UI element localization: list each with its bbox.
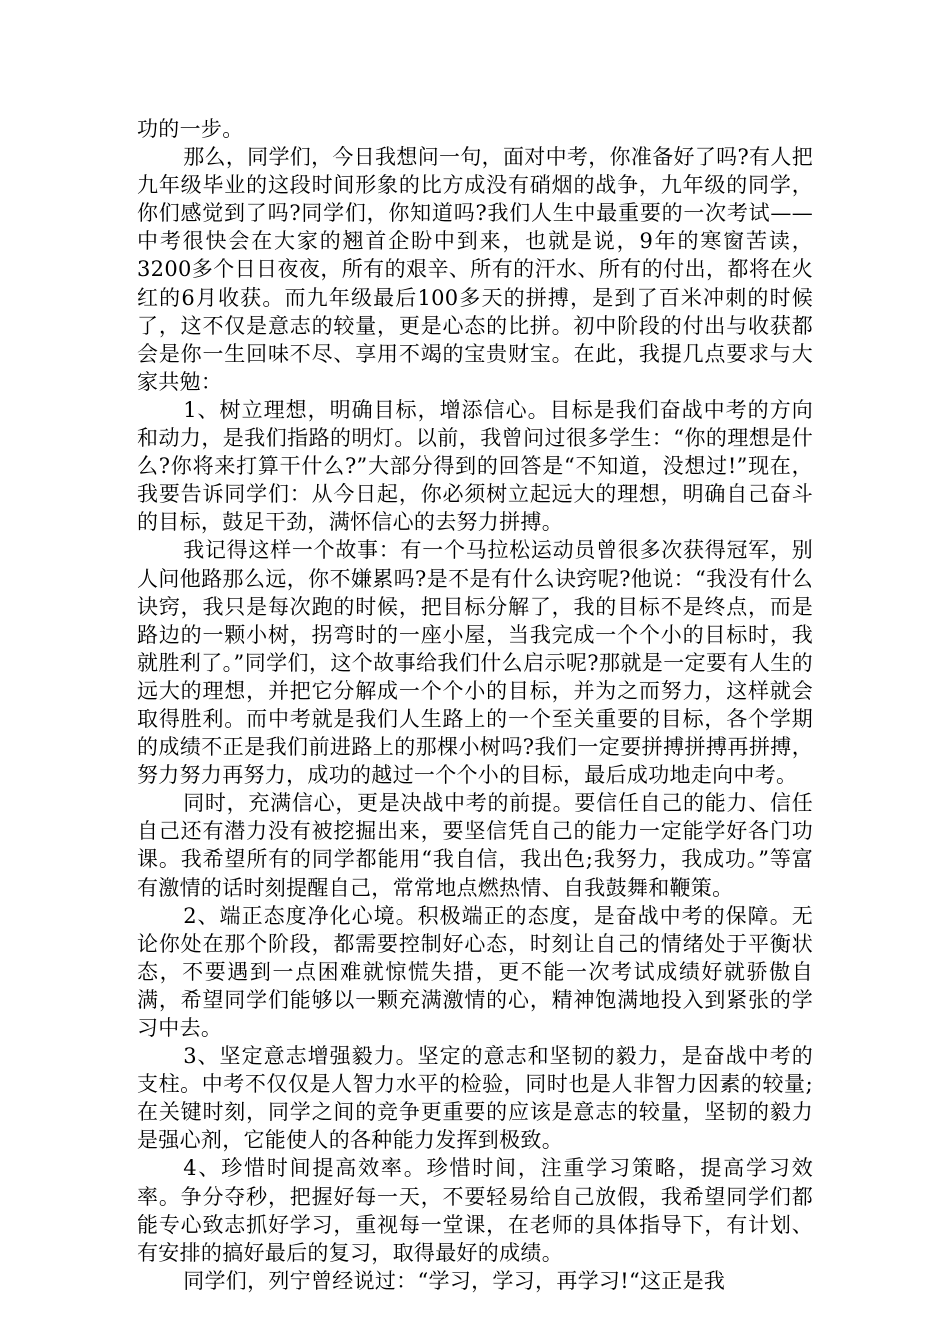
paragraph-lenin-quote: 同学们，列宁曾经说过：“学习，学习，再学习!“这正是我 [183,1268,726,1293]
paragraph-point-4-time: 4、珍惜时间提高效率。珍惜时间，注重学习策略，提高学习效率。争分夺秒，把握好每一天，不要轻易给自己放假，我希望同学们都能专心致志抓好学习，重视每一堂课，在老师的具体指导下，有计划、有安排的搞好最后的复习，取得最好的成绩。 [137,1156,813,1265]
paragraph-marathon-story: 我记得这样一个故事：有一个马拉松运动员曾很多次获得冠军，别人问他路那么远，你不嫌累吗?是不是有什么诀窍呢?他说：“我没有什么诀窍，我只是每次跑的时候，把目标分解了，我的目标不是终点，而是路边的一颗小树，拐弯时的一座小屋，当我完成一个个小的目标时，我就胜利了。”同学们，这个故事给我们什么启示呢?那就是一定要有人生的远大的理想，并把它分解成一个个小的目标，并为之而努力，这样就会取得胜利。而中考就是我们人生路上的一个至关重要的目标，各个学期的成绩不正是我们前进路上的那棵小树吗?我们一定要拼搏拼搏再拼搏，努力努力再努力，成功的越过一个个小的目标，最后成功地走向中考。 [137,538,813,788]
paragraph-exam-readiness: 那么，同学们，今日我想问一句，面对中考，你准备好了吗?有人把九年级毕业的这段时间形象的比方成没有硝烟的战争，九年级的同学，你们感觉到了吗?同学们，你知道吗?我们人生中最重要的一次考试——中考很快会在大家的翘首企盼中到来，也就是说，9年的寒窗苦读，3200多个日日夜夜，所有的艰辛、所有的汗水、所有的付出，都将在火红的6月收获。而九年级最后100多天的拼搏，是到了百米冲刺的时候了，这不仅是意志的较量，更是心态的比拼。初中阶段的付出与收获都会是你一生回味不尽、享用不竭的宝贵财宝。在此，我提几点要求与大家共勉： [137,145,813,394]
paragraph-confidence: 同时，充满信心，更是决战中考的前提。要信任自己的能力、信任自己还有潜力没有被挖掘出来，要坚信凭自己的能力一定能学好各门功课。我希望所有的同学都能用“我自信，我出色;我努力，我成功。”等富有激情的话时刻提醒自己，常常地点燃热情、自我鼓舞和鞭策。 [137,791,813,900]
paragraph-point-2-attitude: 2、端正态度净化心境。积极端正的态度，是奋战中考的保障。无论你处在那个阶段，都需要控制好心态，时刻让自己的情绪处于平衡状态，不要遇到一点困难就惊慌失措，更不能一次考试成绩好就骄傲自满，希望同学们能够以一颗充满激情的心，精神饱满地投入到紧张的学习中去。 [137,903,813,1040]
paragraph-continuation: 功的一步。 [137,117,244,141]
paragraph-point-3-willpower: 3、坚定意志增强毅力。坚定的意志和坚韧的毅力，是奋战中考的支柱。中考不仅仅是人智力水平的检验，同时也是人非智力因素的较量;在关键时刻，同学之间的竞争更重要的应该是意志的较量，坚韧的毅力是强心剂，它能使人的各种能力发挥到极致。 [137,1044,813,1153]
document-body [137,115,813,1295]
paragraph-point-1-ideals: 1、树立理想，明确目标，增添信心。目标是我们奋战中考的方向和动力，是我们指路的明灯。以前，我曾问过很多学生：“你的理想是什么?你将来打算干什么?”大部分得到的回答是“不知道，没想过!”现在，我要告诉同学们：从今日起，你必须树立起远大的理想，明确自己奋斗的目标，鼓足干劲，满怀信心的去努力拼搏。 [137,397,813,535]
